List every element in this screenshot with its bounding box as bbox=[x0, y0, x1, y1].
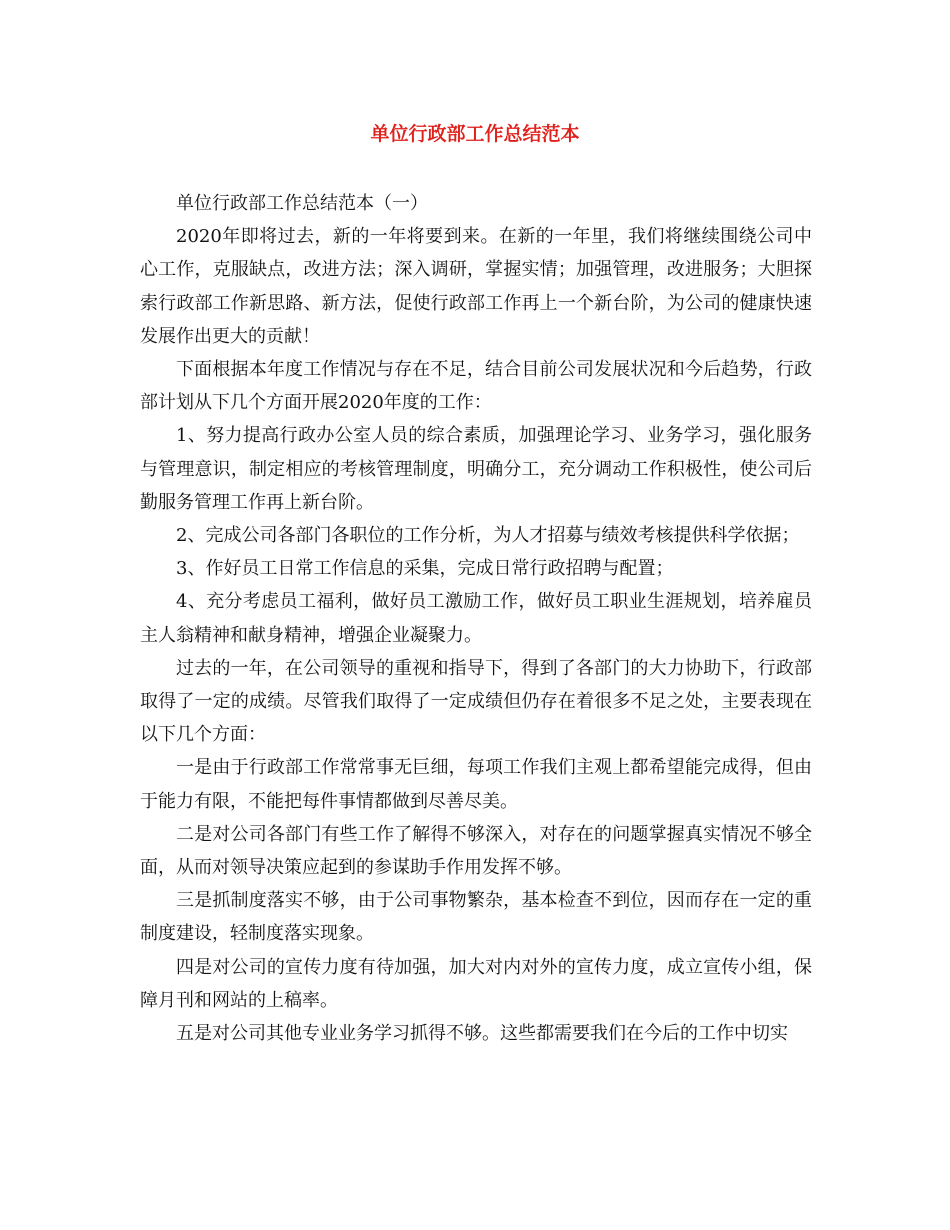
paragraph-issue-1: 一是由于行政部工作常常事无巨细，每项工作我们主观上都希望能完成得，但由于能力有限，不能把每件事情都做到尽善尽美。 bbox=[140, 757, 812, 812]
paragraph-item-1: 1、努力提高行政办公室人员的综合素质，加强理论学习、业务学习，强化服务与管理意识，制定相应的考核管理制度，明确分工，充分调动工作积极性，使公司后勤服务管理工作再上新台阶。 bbox=[140, 425, 812, 513]
paragraph-issue-5: 五是对公司其他专业业务学习抓得不够。这些都需要我们在今后的工作中切实 bbox=[176, 1023, 788, 1045]
paragraph-subtitle: 单位行政部工作总结范本（一） bbox=[176, 193, 428, 214]
paragraph-issue-2: 二是对公司各部门有些工作了解得不够深入，对存在的问题掌握真实情况不够全面，从而对领导决策应起到的参谋助手作用发挥不够。 bbox=[140, 823, 812, 879]
paragraph-plan: 下面根据本年度工作情况与存在不足，结合目前公司发展状况和今后趋势，行政部计划从下几个方面开展2020年度的工作： bbox=[140, 359, 812, 414]
paragraph-issue-4: 四是对公司的宣传力度有待加强，加大对内对外的宣传力度，成立宣传小组，保障月刊和网站的上稿率。 bbox=[140, 956, 812, 1011]
document-body bbox=[140, 187, 812, 1050]
paragraph-issue-3: 三是抓制度落实不够，由于公司事物繁杂，基本检查不到位，因而存在一定的重制度建设，轻制度落实现象。 bbox=[140, 890, 812, 945]
paragraph-intro: 2020年即将过去，新的一年将要到来。在新的一年里，我们将继续围绕公司中心工作，克服缺点，改进方法；深入调研，掌握实情；加强管理，改进服务；大胆探索行政部工作新思路、新方法，促使行政部工作再上一个新台阶，为公司的健康快速发展作出更大的贡献！ bbox=[140, 226, 812, 347]
paragraph-item-2: 2、完成公司各部门各职位的工作分析，为人才招募与绩效考核提供科学依据； bbox=[176, 525, 800, 547]
paragraph-item-4: 4、充分考虑员工福利，做好员工激励工作，做好员工职业生涯规划，培养雇员主人翁精神和献身精神，增强企业凝聚力。 bbox=[140, 591, 812, 646]
paragraph-review: 过去的一年，在公司领导的重视和指导下，得到了各部门的大力协助下，行政部取得了一定的成绩。尽管我们取得了一定成绩但仍存在着很多不足之处，主要表现在以下几个方面： bbox=[140, 657, 812, 746]
paragraph-item-3: 3、作好员工日常工作信息的采集，完成日常行政招聘与配置； bbox=[176, 558, 674, 580]
document-title: 单位行政部工作总结范本 bbox=[370, 123, 580, 145]
